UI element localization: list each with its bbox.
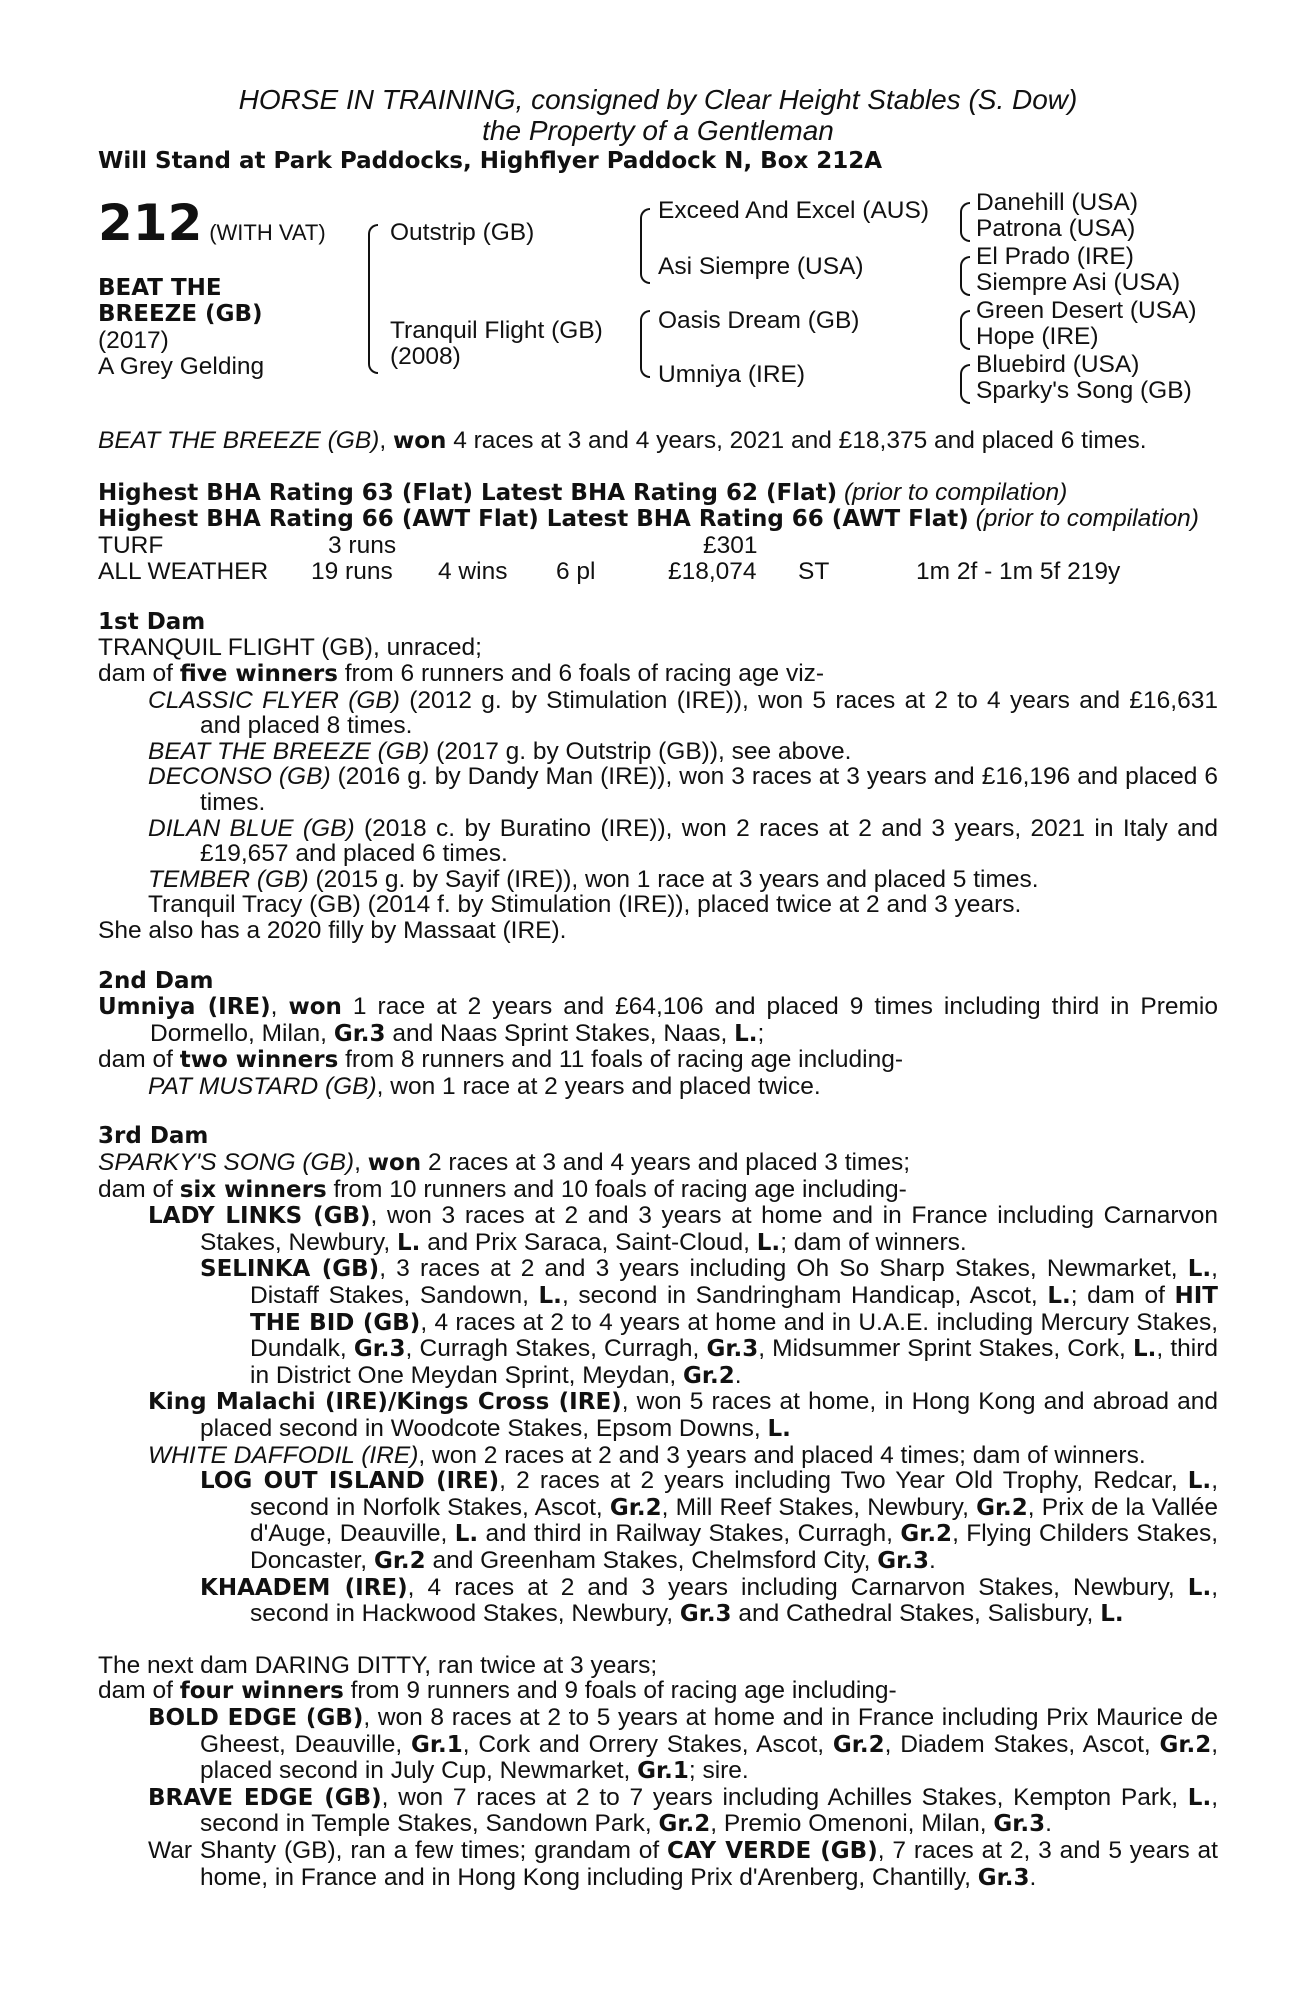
- produce-item: Tranquil Tracy (GB) (2014 f. by Stimulation (IRE)), placed twice at 2 and 3 years.: [148, 891, 1022, 919]
- produce-item: War Shanty (GB), ran a few times; grandam of CAY VERDE (GB), 7 races at 2, 3 and 5 years at home, in France and in Hong Kong including Prix d'Arenberg, Chantilly, Gr.3.: [148, 1836, 1218, 1891]
- dam: Tranquil Flight (GB): [390, 317, 603, 344]
- grand-sire-1: Danehill (USA): [976, 189, 1139, 216]
- pedigree-brace: [640, 208, 650, 284]
- produce-item: BRAVE EDGE (GB), won 7 races at 2 to 7 years including Achilles Stakes, Kempton Park, L., second in Temple Stakes, Sandown Park, Gr.2, Premio Omenoni, Milan, Gr.3.: [148, 1783, 1219, 1838]
- lot-number-group: [98, 194, 326, 252]
- produce-item: King Malachi (IRE)/Kings Cross (IRE), won 5 races at home, in Hong Kong and abroad and placed second in Woodcote Stakes, Epsom Downs, L.: [148, 1388, 1218, 1442]
- horse-description: A Grey Gelding: [98, 353, 265, 380]
- aw-prize: £18,074: [668, 557, 757, 585]
- turf-runs: 3 runs: [328, 531, 397, 559]
- lot-number: 212: [98, 194, 203, 252]
- produce-item: LOG OUT ISLAND (IRE), 2 races at 2 years including Two Year Old Trophy, Redcar, L., second in Norfolk Stakes, Ascot, Gr.2, Mill Reef Stakes, Newbury, Gr.2, Prix de la Vallée d'Auge, Deauville, L. and third in Railway Stakes, Curragh, Gr.2, Flying Childers Stakes, Doncaster, Gr.2 and Greenham Stakes, Chelmsford City, Gr.3.: [200, 1467, 1219, 1574]
- aw-distance: 1m 2f - 1m 5f 219y: [916, 557, 1121, 585]
- property-line: the Property of a Gentleman: [482, 115, 834, 146]
- grand-dam-2: Siempre Asi (USA): [976, 269, 1181, 296]
- produce-item: DILAN BLUE (GB) (2018 c. by Buratino (IRE)), won 2 races at 2 and 3 years, 2021 in Italy and £19,657 and placed 6 times.: [148, 814, 1218, 868]
- pedigree-brace: [960, 256, 970, 296]
- horse-year: (2017): [98, 327, 169, 354]
- second-dam-record: Umniya (IRE), won 1 race at 2 years and £64,106 and placed 9 times including third in Premio Dormello, Milan, Gr.3 and Naas Sprint Stakes, Naas, L.;: [98, 993, 1218, 1047]
- sire: Outstrip (GB): [390, 219, 535, 246]
- produce-item: SELINKA (GB), 3 races at 2 and 3 years including Oh So Sharp Stakes, Newmarket, L., Distaff Stakes, Sandown, L., second in Sandringham Handicap, Ascot, L.; dam of HIT THE BID (GB), 4 races at 2 to 4 years at home and in U.A.E. including Mercury Stakes, Dundalk, Gr.3, Curragh Stakes, Curragh, Gr.3, Midsummer Sprint Stakes, Cork, L., third in District One Meydan Sprint, Meydan, Gr.2.: [200, 1255, 1218, 1389]
- consignor-line: HORSE IN TRAINING, consigned by Clear Height Stables (S. Dow): [238, 84, 1078, 115]
- stabling-line: Will Stand at Park Paddocks, Highflyer Paddock N, Box 212A: [98, 148, 883, 174]
- pedigree-brace: [960, 364, 970, 404]
- third-dam-produce: dam of six winners from 10 runners and 10 foals of racing age including-: [98, 1175, 907, 1203]
- aw-wins: 4 wins: [438, 557, 508, 585]
- sire-dam: Asi Siempre (USA): [658, 253, 864, 280]
- rating-flat: Highest BHA Rating 63 (Flat) Latest BHA Rating 62 (Flat) (prior to compilation): [98, 478, 1068, 506]
- dam-year: (2008): [390, 343, 461, 370]
- aw-runs: 19 runs: [311, 557, 393, 585]
- turf-label: TURF: [98, 531, 164, 559]
- first-dam-intro: TRANQUIL FLIGHT (GB), unraced;: [98, 634, 482, 662]
- dam-dam: Umniya (IRE): [658, 361, 806, 388]
- second-dam-heading: 2nd Dam: [98, 967, 214, 994]
- produce-item: BEAT THE BREEZE (GB) (2017 g. by Outstrip (GB)), see above.: [148, 737, 852, 765]
- second-dam-produce: dam of two winners from 8 runners and 11 foals of racing age including-: [98, 1046, 904, 1074]
- produce-item: DECONSO (GB) (2016 g. by Dandy Man (IRE)), won 3 races at 3 years and £16,196 and placed 6 times.: [148, 763, 1218, 816]
- third-dam-record: SPARKY'S SONG (GB), won 2 races at 3 and 4 years and placed 3 times;: [98, 1149, 911, 1177]
- produce-item: BOLD EDGE (GB), won 8 races at 2 to 5 years at home and in France including Prix Maurice de Gheest, Deauville, Gr.1, Cork and Orrery Stakes, Ascot, Gr.2, Diadem Stakes, Ascot, Gr.2, placed second in July Cup, Newmarket, Gr.1; sire.: [148, 1703, 1219, 1785]
- next-dam-produce: dam of four winners from 9 runners and 9 foals of racing age including-: [98, 1677, 897, 1705]
- produce-item: PAT MUSTARD (GB), won 1 race at 2 years and placed twice.: [148, 1072, 821, 1100]
- first-dam-produce: dam of five winners from 6 runners and 6 foals of racing age viz-: [98, 659, 825, 687]
- first-dam-also: She also has a 2020 filly by Massaat (IRE).: [98, 916, 567, 944]
- produce-item: LADY LINKS (GB), won 3 races at 2 and 3 years at home and in France including Carnarvon Stakes, Newbury, L. and Prix Saraca, Saint-Cloud, L.; dam of winners.: [148, 1202, 1218, 1256]
- pedigree-brace: [368, 224, 378, 374]
- produce-item: KHAADEM (IRE), 4 races at 2 and 3 years including Carnarvon Stakes, Newbury, L., second in Hackwood Stakes, Newbury, Gr.3 and Cathedral Stakes, Salisbury, L.: [200, 1573, 1219, 1628]
- aw-placed: 6 pl: [556, 557, 596, 585]
- produce-item: WHITE DAFFODIL (IRE), won 2 races at 2 and 3 years and placed 4 times; dam of winners.: [148, 1441, 1146, 1469]
- race-summary: BEAT THE BREEZE (GB), won 4 races at 3 and 4 years, 2021 and £18,375 and placed 6 times.: [98, 427, 1147, 454]
- first-dam-heading: 1st Dam: [98, 608, 206, 635]
- sire-sire: Exceed And Excel (AUS): [658, 197, 929, 224]
- performance-table: [98, 533, 1218, 585]
- grand-dam-3: Hope (IRE): [976, 323, 1099, 350]
- aw-label: ALL WEATHER: [98, 557, 269, 585]
- grand-dam-4: Sparky's Song (GB): [976, 377, 1192, 404]
- dam-sire: Oasis Dream (GB): [658, 307, 860, 334]
- turf-prize: £301: [703, 531, 758, 559]
- produce-item: CLASSIC FLYER (GB) (2012 g. by Stimulation (IRE)), won 5 races at 2 to 4 years and £16,631 and placed 8 times.: [148, 686, 1218, 740]
- pedigree-brace: [960, 310, 970, 350]
- next-dam-intro: The next dam DARING DITTY, ran twice at 3 years;: [98, 1651, 658, 1679]
- pedigree-brace: [960, 202, 970, 242]
- horse-name-line1: BEAT THE: [98, 275, 222, 301]
- grand-sire-3: Green Desert (USA): [976, 297, 1197, 324]
- third-dam-heading: 3rd Dam: [98, 1123, 209, 1150]
- rating-awt: Highest BHA Rating 66 (AWT Flat) Latest BHA Rating 66 (AWT Flat) (prior to compilation): [98, 505, 1199, 533]
- grand-sire-4: Bluebird (USA): [976, 351, 1140, 378]
- pedigree-brace: [640, 310, 650, 378]
- aw-going: ST: [798, 557, 830, 585]
- catalogue-page: [98, 84, 1218, 1891]
- grand-dam-1: Patrona (USA): [976, 215, 1136, 242]
- pedigree-block: [98, 189, 1218, 428]
- produce-item: TEMBER (GB) (2015 g. by Sayif (IRE)), won 1 race at 3 years and placed 5 times.: [148, 865, 1039, 893]
- horse-name-line2: BREEZE (GB): [98, 301, 263, 327]
- grand-sire-2: El Prado (IRE): [976, 243, 1134, 270]
- vat-note: (WITH VAT): [209, 220, 326, 245]
